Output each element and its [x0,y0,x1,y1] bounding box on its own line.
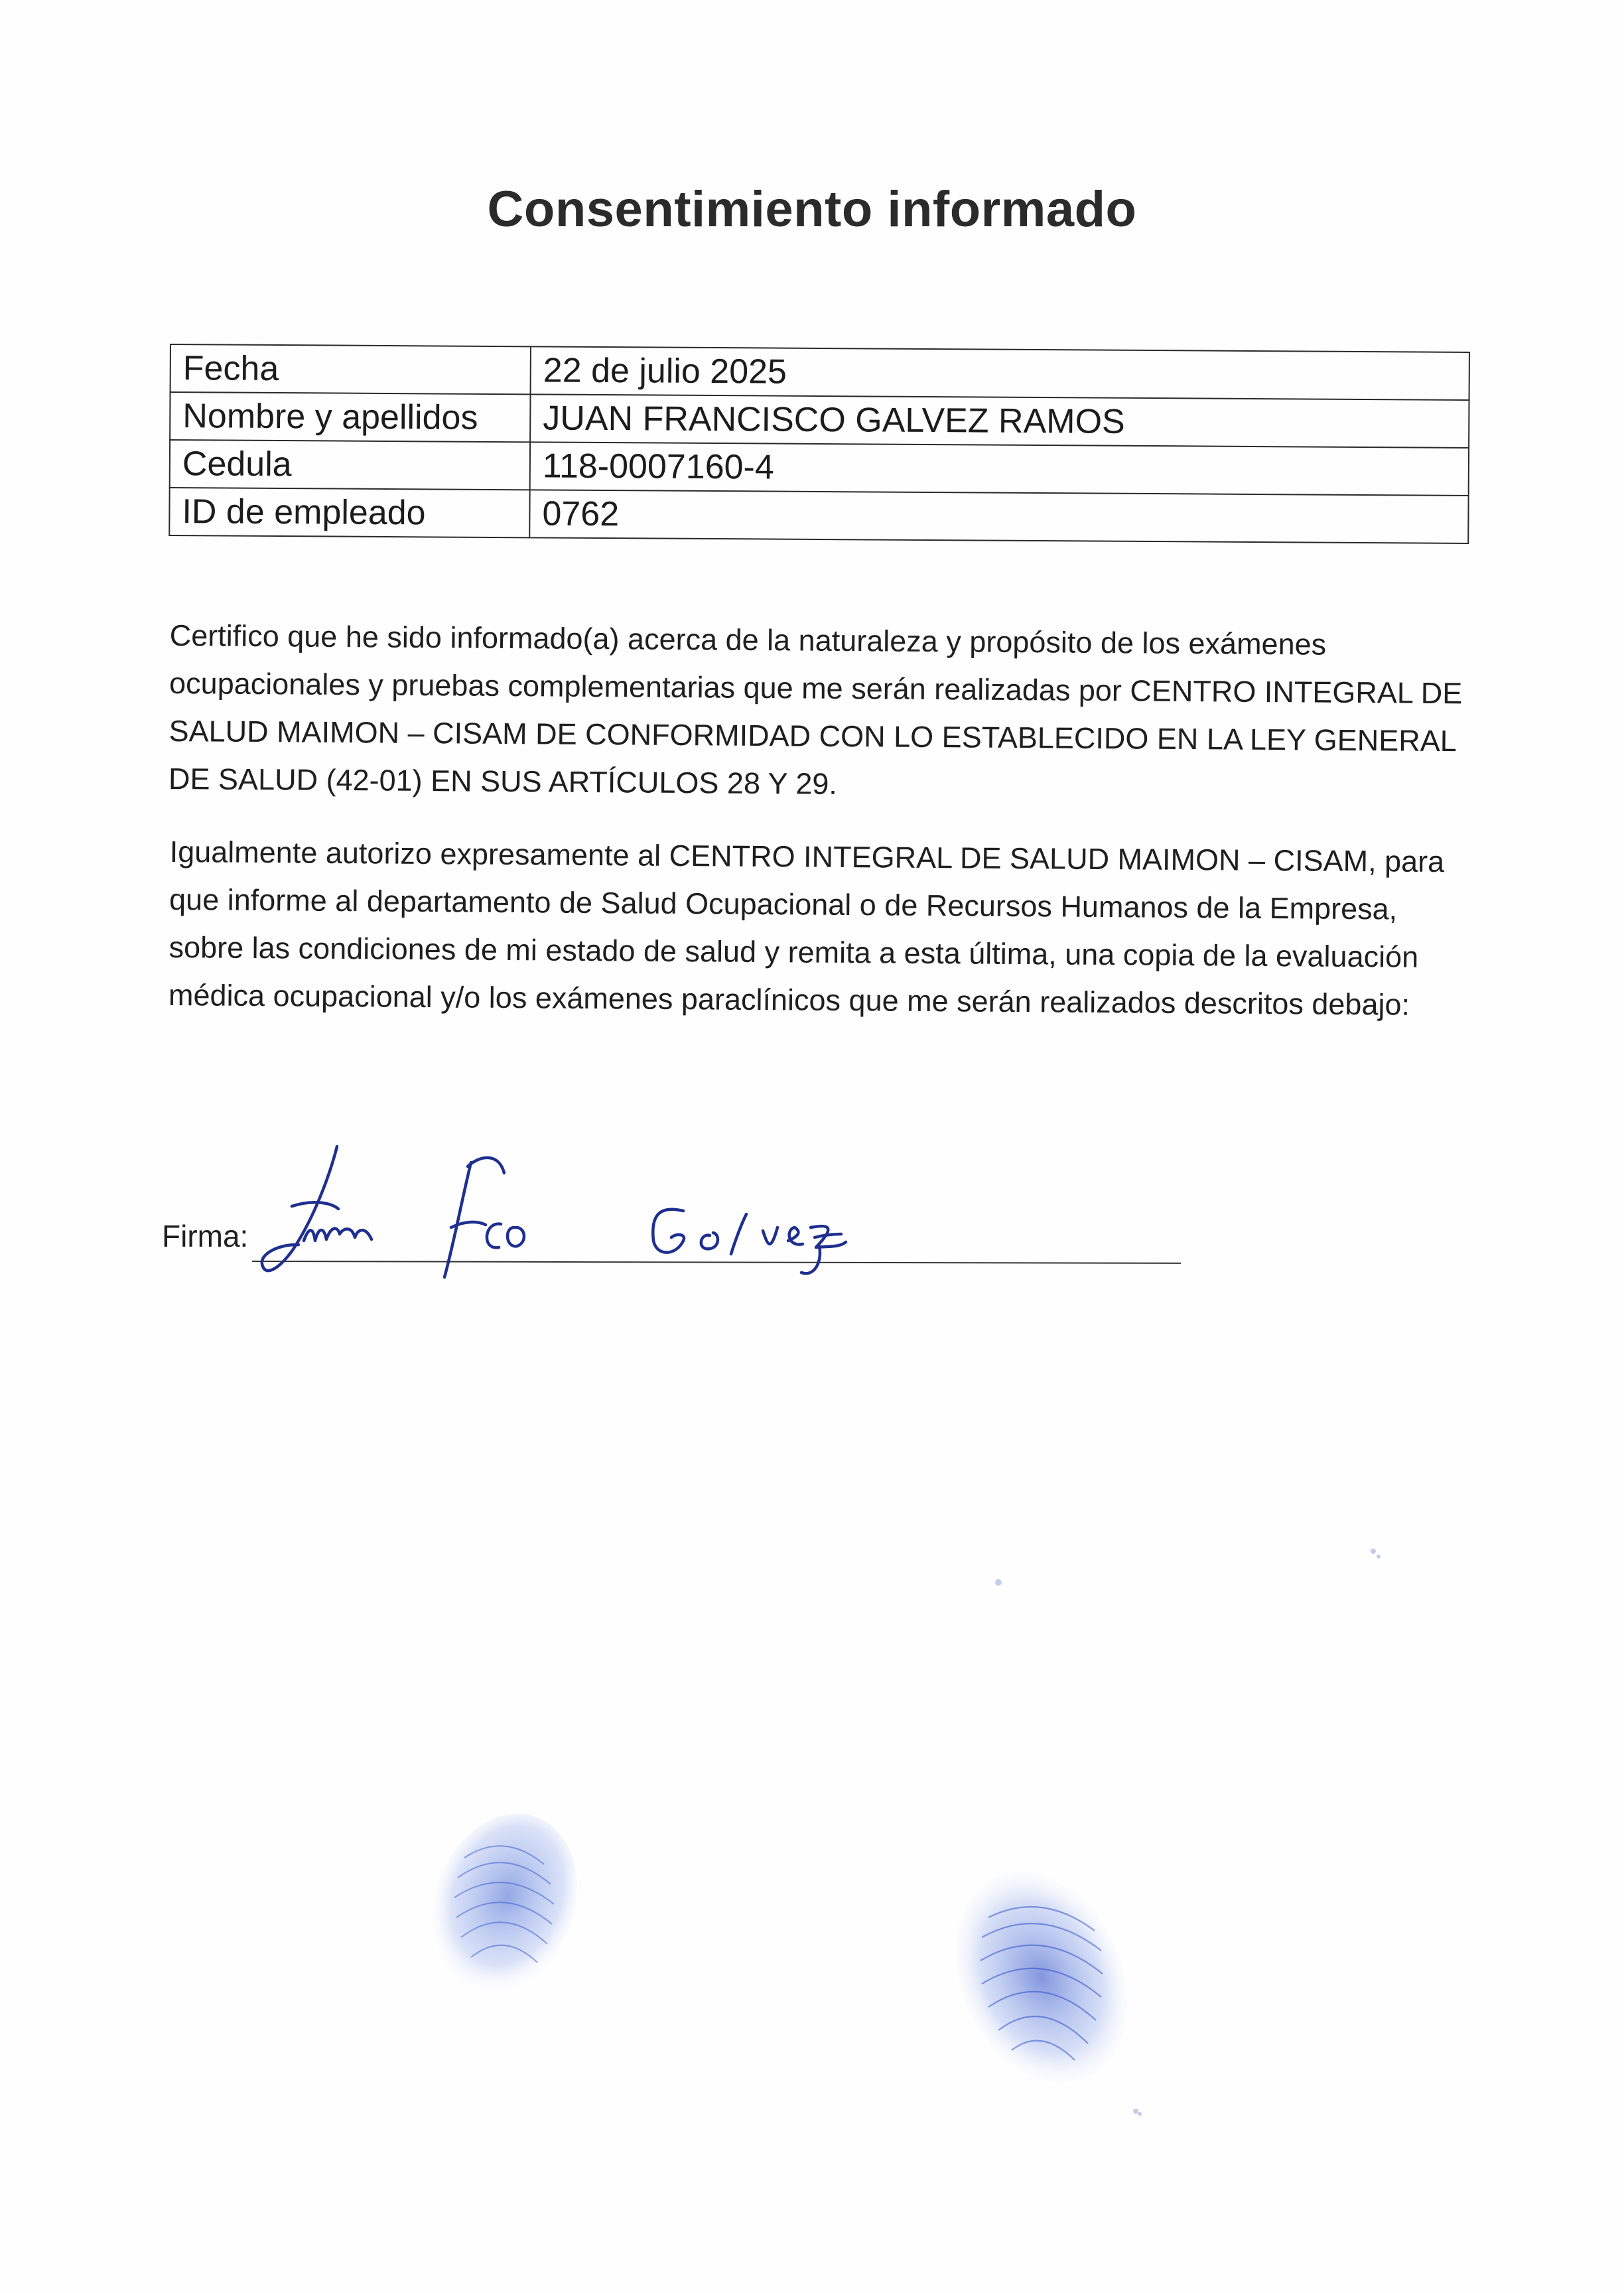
field-value-id-empleado: 0762 [529,490,1468,543]
field-label-id-empleado: ID de empleado [169,488,529,537]
field-value-cedula: 118-0007160-4 [530,442,1469,496]
signature-label: Firma: [162,1219,249,1253]
table-row [170,392,1469,448]
signature-icon [252,1128,915,1300]
info-table [169,344,1470,544]
table-row [170,440,1469,496]
fingerprint-right-icon [942,1858,1141,2097]
field-label-fecha: Fecha [170,344,531,394]
certification-paragraph: Certifico que he sido informado(a) acerca de la naturaleza y propósito de los exámenes ocupacionales y pruebas complementarias que me serán realizadas por CENTRO INTEGRAL DE SALUD MAIMON – CISAM DE CONFORMIDAD CON LO ESTABLECIDO EN LA LEY GENERAL DE SALUD (42-01) EN SUS ARTÍCULOS 28 Y 29. [168,618,1463,801]
field-value-fecha: 22 de julio 2025 [531,346,1469,400]
field-value-nombre: JUAN FRANCISCO GALVEZ RAMOS [530,394,1469,448]
field-label-nombre: Nombre y apellidos [170,392,530,442]
table-row [169,488,1468,543]
fingerprint-left-icon [425,1805,584,2004]
authorization-paragraph: Igualmente autorizo expresamente al CENTRO INTEGRAL DE SALUD MAIMON – CISAM, para que informe al departamento de Salud Ocupacional o de Recursos Humanos de la Empresa, sobre las condiciones de mi estado de salud y remita a esta última, una copia de la evaluación médica ocupacional y/o los exámenes paraclínicos que me serán realizados descritos debajo: [168,834,1445,1022]
table-row [170,344,1469,400]
field-label-cedula: Cedula [170,440,530,490]
page-title: Consentimiento informado [487,181,1137,238]
